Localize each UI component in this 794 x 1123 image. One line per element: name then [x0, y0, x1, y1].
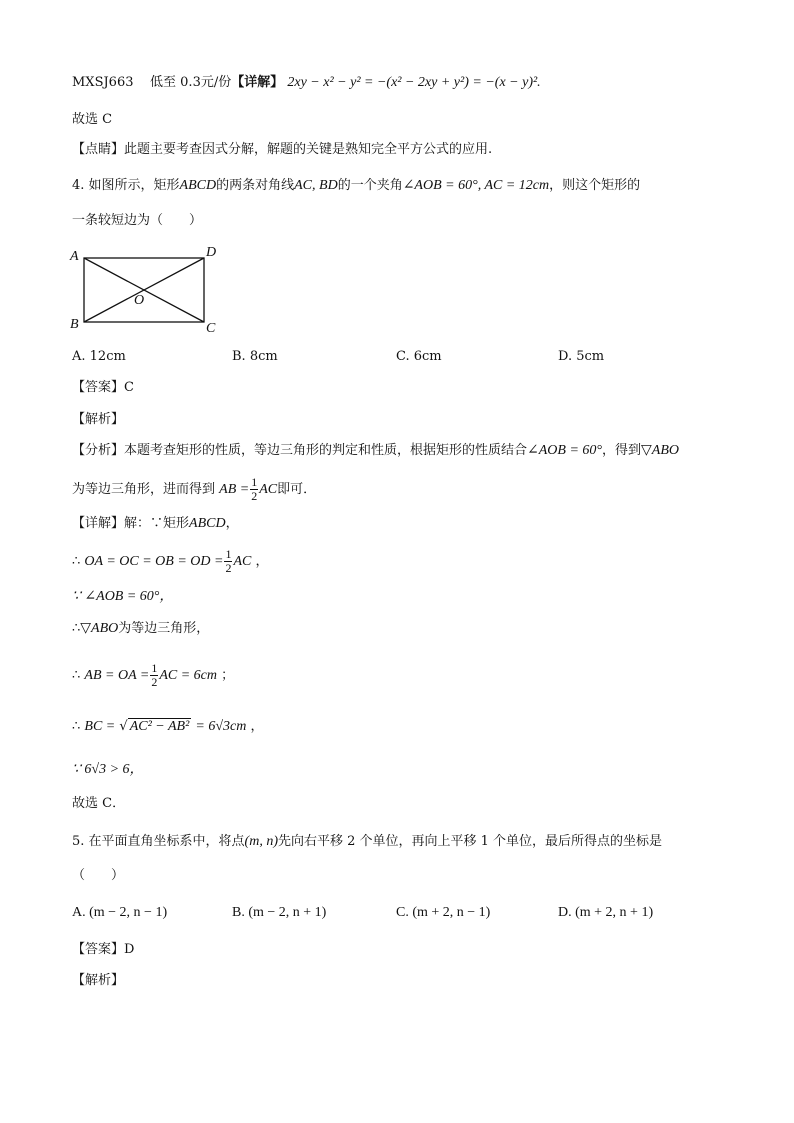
detail-tag: 【详解】 [231, 75, 284, 90]
fraction-half: $\frac{1}{2}$ [251, 475, 258, 503]
vertex-a: A [70, 249, 79, 264]
q4-rectangle-figure [66, 240, 226, 340]
q5-line2: （ ） [72, 868, 125, 883]
vertex-d: D [206, 245, 217, 260]
watermark-code: MXSJ663 [72, 75, 134, 90]
q4-answer: 【答案】C [72, 380, 134, 395]
q4-step1: 【详解】解：∵矩形ABCD， [72, 516, 239, 531]
q5-option-c: C. (m + 2, n − 1) [396, 905, 491, 920]
intro-expression: 2xy − x² − y² = −(x² − 2xy + y²) = −(x − y)². [287, 75, 541, 90]
q4-step3: ∵ ∠AOB = 60°， [72, 589, 174, 604]
q4-option-c: C. 6cm [396, 349, 442, 364]
q5-line1: 5. 在平面直角坐标系中，将点(m, n)先向右平移 2 个单位，再向上平移 1 个单位，最后所得点的坐标是 [72, 834, 663, 849]
q4-options [72, 347, 722, 367]
fraction-half: $\frac{1}{2}$ [151, 661, 158, 689]
vertex-c: C [206, 321, 216, 336]
q4-option-a: A. 12cm [72, 349, 126, 364]
fraction-half: $\frac{1}{2}$ [225, 547, 232, 575]
q4-analysis-line2: 为等边三角形，进而得到 AB = $\frac{1}{2}$ AC即可． [72, 475, 317, 503]
vertex-b: B [70, 317, 79, 332]
q4-line2: 一条较短边为（ ） [72, 213, 203, 228]
q5-option-b: B. (m − 2, n + 1) [232, 905, 327, 920]
q4-step5: ∴ AB = OA = $\frac{1}{2}$ AC = 6cm ； [72, 661, 235, 689]
q4-option-d: D. 5cm [558, 349, 605, 364]
sqrt-radicand: AC² − AB² [129, 719, 190, 734]
q5-analysis-tag: 【解析】 [72, 973, 125, 988]
q4-analysis-line1: 【分析】本题考查矩形的性质，等边三角形的判定和性质，根据矩形的性质结合∠AOB = 60°，得到▽ABO [72, 443, 680, 458]
q5-option-d: D. (m + 2, n + 1) [558, 905, 654, 920]
q4-line1: 4. 如图所示，矩形ABCD的两条对角线AC, BD的一个夹角∠AOB = 60°, AC = 12cm，则这个矩形的 [72, 178, 641, 193]
q4-step6: ∴ BC = √ AC² − AB² = 6√3cm ， [72, 719, 264, 734]
q4-analysis-tag: 【解析】 [72, 412, 125, 427]
q5-answer: 【答案】D [72, 942, 135, 957]
q4-choose: 故选 C． [72, 796, 126, 811]
q4-option-b: B. 8cm [232, 349, 278, 364]
center-o: O [134, 293, 145, 308]
point-line: 【点睛】此题主要考查因式分解，解题的关键是熟知完全平方公式的应用. [72, 142, 493, 157]
q4-step2: ∴ OA = OC = OB = OD = $\frac{1}{2}$ AC ， [72, 547, 269, 575]
q4-step4: ∴▽ABO为等边三角形， [72, 621, 210, 636]
q5-options [72, 903, 722, 923]
intro-line [72, 73, 541, 93]
q5-option-a: A. (m − 2, n − 1) [72, 905, 168, 920]
choose-c-1: 故选 C [72, 112, 113, 127]
watermark-price: 低至 0.3元/份 [150, 75, 232, 90]
q4-step7: ∵ 6√3 > 6， [72, 762, 144, 777]
